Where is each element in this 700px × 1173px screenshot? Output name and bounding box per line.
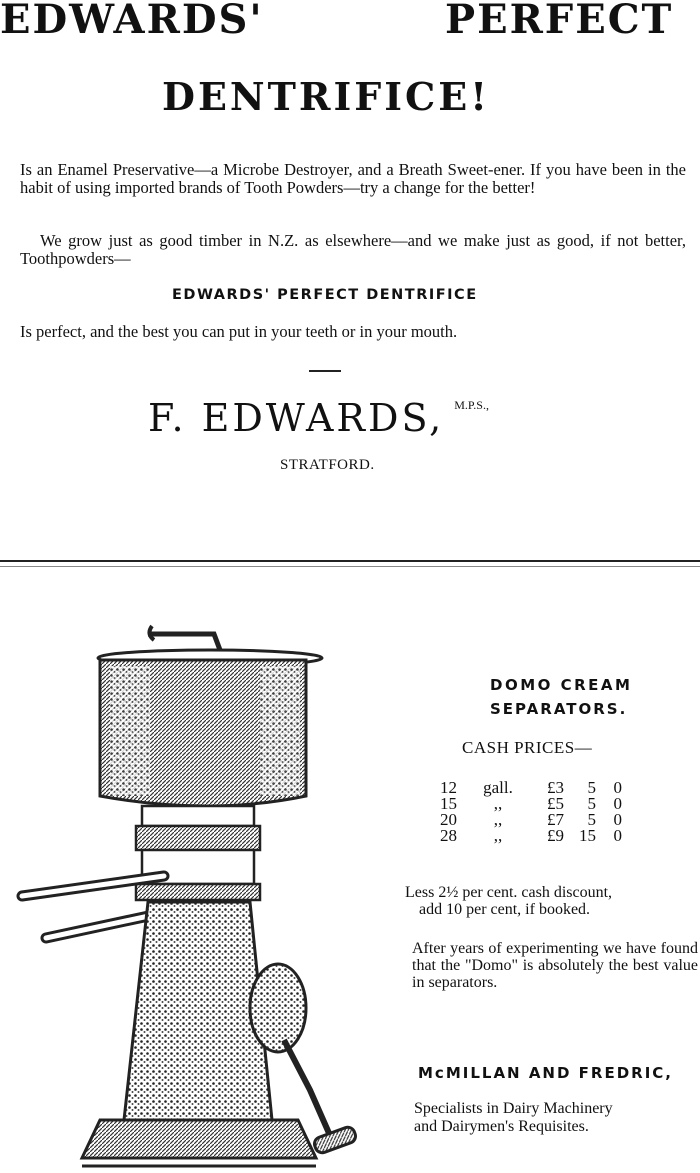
product-title-line-2: SEPARATORS. [490, 700, 628, 718]
price-cell-unit: ,, [493, 826, 503, 845]
short-divider [309, 370, 341, 372]
product-title-line-1: DOMO CREAM [490, 676, 633, 694]
cash-prices-heading: CASH PRICES— [462, 738, 593, 757]
price-cell-s: 15 [579, 826, 596, 845]
base-plate [82, 1120, 316, 1158]
price-cell-s: 5 [587, 810, 596, 829]
gear-housing [250, 964, 306, 1052]
price-cell-size: 15 [440, 794, 457, 813]
signature-name: F. EDWARDS, [148, 396, 445, 440]
price-cell-price: £5 [547, 794, 564, 813]
price-cell-price: £7 [547, 810, 564, 829]
paragraph-timber: We grow just as good timber in N.Z. as elsewhere—and we make just as good, if not better, Toothpowders— [20, 231, 686, 268]
price-cell-d: 0 [613, 778, 622, 797]
discount-line-2: add 10 per cent, if booked. [419, 901, 591, 918]
discount-note [405, 884, 612, 918]
headline-perfect: PERFECT [445, 0, 674, 43]
price-cell-d: 0 [613, 826, 622, 845]
price-cell-unit: ,, [493, 810, 503, 829]
bowl-handle [148, 634, 220, 650]
price-cell-size: 12 [440, 778, 457, 797]
float-cover [136, 826, 260, 850]
firm-tagline [414, 1100, 613, 1136]
section-divider [0, 560, 700, 562]
price-cell-size: 28 [440, 826, 457, 845]
price-cell-s: 5 [587, 794, 596, 813]
signature [148, 396, 489, 440]
firm-name: McMILLAN AND FREDRIC, [418, 1064, 673, 1082]
price-cell-unit: gall. [483, 778, 513, 797]
price-table [440, 780, 622, 844]
paragraph-perfect: Is perfect, and the best you can put in your teeth or in your mouth. [20, 322, 458, 341]
price-cell-price: £3 [547, 778, 564, 797]
signature-suffix: M.P.S., [454, 398, 489, 412]
headline-dentrifice: DENTRIFICE! [162, 74, 490, 119]
section-divider-thin [0, 566, 700, 567]
price-cell-d: 0 [613, 794, 622, 813]
price-cell-price: £9 [547, 826, 564, 845]
cream-separator-illustration [14, 620, 374, 1173]
price-cell-s: 5 [587, 778, 596, 797]
discount-line-1: Less 2½ per cent. cash discount, [405, 884, 613, 901]
endorsement-text: After years of experimenting we have found that the "Domo" is absolutely the best value in separators. [412, 940, 698, 991]
price-cell-unit: ,, [493, 794, 503, 813]
tagline-line-2: and Dairymen's Requisites. [414, 1118, 589, 1135]
town: STRATFORD. [280, 457, 375, 473]
price-cell-size: 20 [440, 810, 457, 829]
tagline-line-1: Specialists in Dairy Machinery [414, 1100, 613, 1117]
headline-edwards: EDWARDS' [0, 0, 264, 43]
paragraph-intro: Is an Enamel Preservative—a Microbe Destroyer, and a Breath Sweet-ener. If you have been in the habit of using imported brands of Tooth Powders—try a change for the better! [20, 160, 686, 197]
price-row [440, 828, 622, 844]
product-line: EDWARDS' PERFECT DENTRIFICE [172, 287, 478, 303]
crank-handle [313, 1125, 358, 1154]
price-cell-d: 0 [613, 810, 622, 829]
